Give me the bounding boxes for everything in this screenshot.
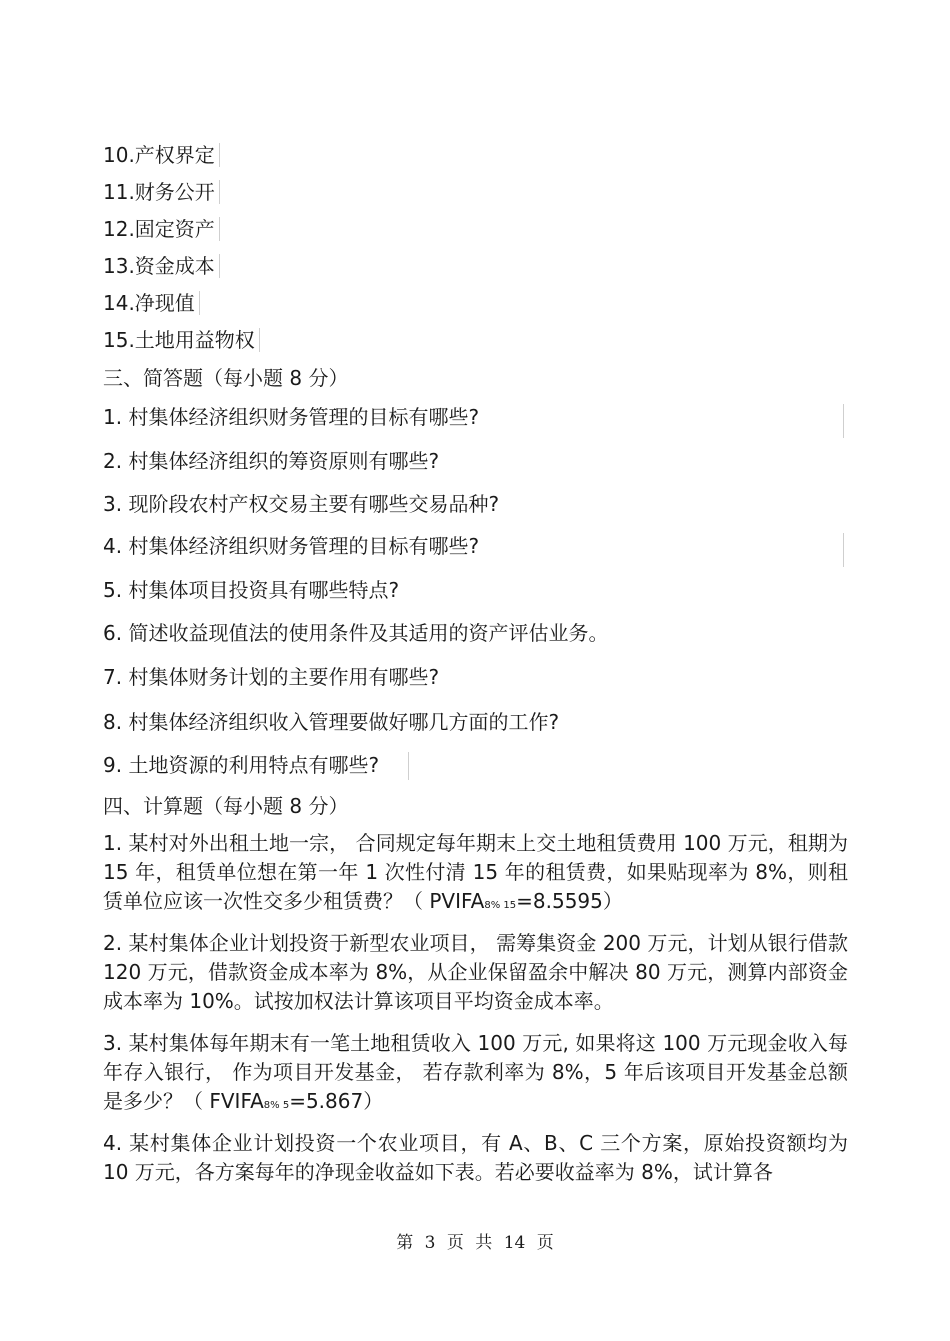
question-item: 7. 村集体财务计划的主要作用有哪些? (103, 665, 440, 689)
problem-item: 1. 某村对外出租土地一宗， 合同规定每年期末上交土地租赁费用 100 万元，租期为 15 年，租赁单位想在第一年 1 次性付清 15 年的租赁费，如果贴现率为 8%，则租赁单位应该一次性交多少租赁费？（ PVIFA8% 15=8.5595） (103, 831, 848, 913)
question-item: 1. 村集体经济组织财务管理的目标有哪些? (103, 404, 844, 438)
question-item: 4. 村集体经济组织财务管理的目标有哪些? (103, 533, 844, 567)
term-item: 13.资金成本 (103, 253, 220, 279)
term-item: 11.财务公开 (103, 179, 220, 205)
question-item: 6. 简述收益现值法的使用条件及其适用的资产评估业务。 (103, 621, 609, 645)
problem-item: 2. 某村集体企业计划投资于新型农业项目， 需筹集资金 200 万元，计划从银行借款 120 万元，借款资金成本率为 8%，从企业保留盈余中解决 80 万元，测算内部资金成本率为 10%。试按加权法计算该项目平均资金成本率。 (103, 931, 848, 1013)
question-item: 8. 村集体经济组织收入管理要做好哪几方面的工作? (103, 710, 560, 734)
page-footer: 第 3 页 共 14 页 (396, 1233, 554, 1253)
question-item: 9. 土地资源的利用特点有哪些? (103, 752, 409, 780)
question-item: 3. 现阶段农村产权交易主要有哪些交易品种? (103, 492, 500, 516)
section-heading-calculation: 四、计算题（每小题 8 分） (103, 794, 349, 818)
question-item: 2. 村集体经济组织的筹资原则有哪些? (103, 449, 440, 473)
term-item: 14.净现值 (103, 290, 200, 316)
question-item: 5. 村集体项目投资具有哪些特点? (103, 578, 400, 602)
term-item: 10.产权界定 (103, 142, 220, 168)
problem-item: 4. 某村集体企业计划投资一个农业项目，有 A、B、C 三个方案，原始投资额均为 10 万元，各方案每年的净现金收益如下表。若必要收益率为 8%，试计算各 (103, 1131, 848, 1184)
term-item: 15.土地用益物权 (103, 327, 260, 353)
term-item: 12.固定资产 (103, 216, 220, 242)
section-heading-short-answer: 三、简答题（每小题 8 分） (103, 366, 349, 390)
problem-item: 3. 某村集体每年期末有一笔土地租赁收入 100 万元, 如果将这 100 万元现金收入每年存入银行， 作为项目开发基金， 若存款利率为 8%，5 年后该项目开发基金总额是多少？（ FVIFA8% 5=5.867） (103, 1031, 848, 1113)
